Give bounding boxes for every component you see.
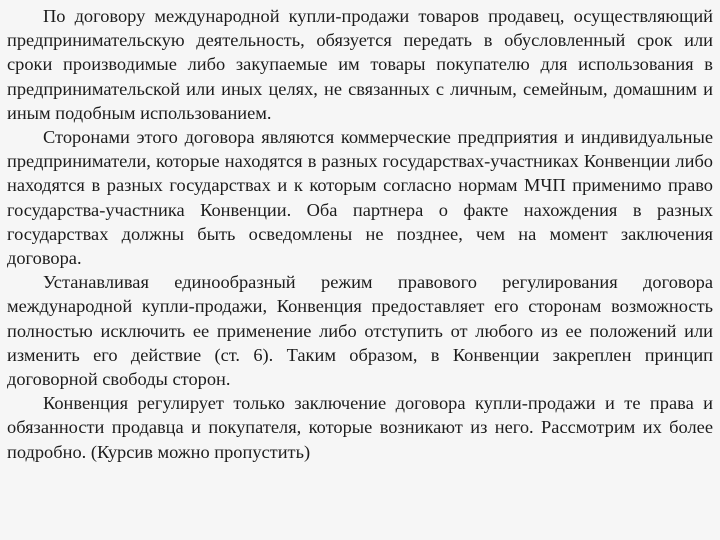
paragraph-contract-definition: По договору международной купли-продажи товаров продавец, осуществляющий предпринимательскую деятельность, обязуется передать в обусловленный срок или сроки производимые либо закупаемые им товары покупателю для использования в предпринимательской или иных целях, не связанных с личным, семейным, домашним и иным подобным использованием. — [7, 6, 713, 123]
document-page — [7, 4, 713, 464]
paragraph-contract-parties: Сторонами этого договора являются коммерческие предприятия и индивидуальные предприниматели, которые находятся в разных государствах-участниках Конвенции либо находятся в разных государствах и к которым согласно нормам МЧП применимо право государства-участника Конвенции. Оба партнера о факте нахождения в разных государствах должны быть осведомлены не позднее, чем на момент заключения договора. — [7, 127, 713, 269]
paragraph-convention-scope: Конвенция регулирует только заключение договора купли-продажи и те права и обязанности продавца и покупателя, которые возникают из него. Рассмотрим их более подробно. (Курсив можно пропустить) — [7, 393, 713, 462]
paragraph-convention-regulation: Устанавливая единообразный режим правового регулирования договора международной купли-продажи, Конвенция предоставляет его сторонам возможность полностью исключить ее применение либо отступить от любого из ее положений или изменить его действие (ст. 6). Таким образом, в Конвенции закреплен принцип договорной свободы сторон. — [7, 272, 713, 390]
